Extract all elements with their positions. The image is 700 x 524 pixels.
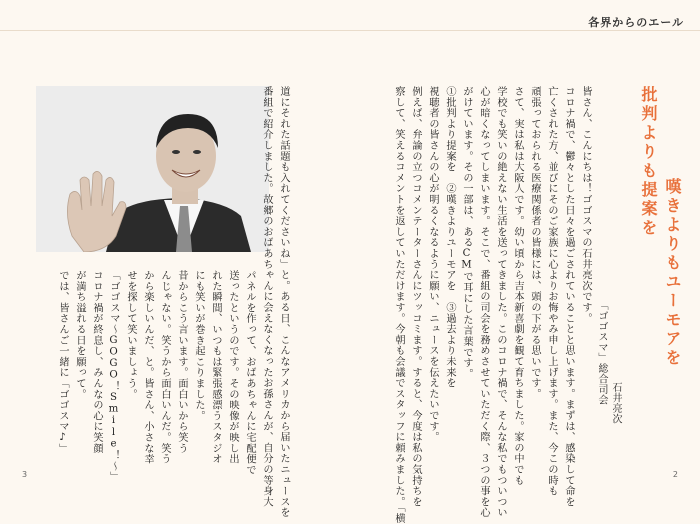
body-right-column: ①批判より提案を ②嘆きよりユーモアを ③過去より未来を (444, 86, 455, 389)
body-right-column: さて、実は私は大阪人です。幼い頃から吉本新喜劇を観て育ちました。家の中でも (512, 86, 523, 486)
body-right-column: 例えば、弁論の立つコメンテーターさんにツッコミます。すると、今度は私の気持ちを (410, 86, 421, 508)
page-number-right: 2 (672, 470, 678, 479)
byline-role: 「ゴゴスマ」総合司会 (596, 300, 607, 405)
body-left-column: 「ゴゴスマ～GOGO！Smile！～」 (108, 270, 119, 483)
portrait-illustration (36, 86, 269, 252)
article-title-line1: 批判よりも提案を (639, 86, 658, 238)
body-left-column: れた瞬間、いつもは緊張感漂うスタジオ (210, 270, 221, 465)
body-right-column: 皆さん、こんにちは！ゴゴスマの石井亮次です。 (580, 86, 591, 324)
body-left-column: パネルを作って、おばあちゃんに宅配便で (244, 270, 255, 476)
body-right-column: 視聴者の皆さんの心が明るくなるように願い、ニュースを伝えたいです。 (427, 86, 438, 443)
body-left-column: 道にそれた話題も入れてくださいね」と。ある日、こんなアメリカから届いたニュースを (278, 86, 289, 518)
body-right-column: がけています。その一部は、あるCMで耳にした言葉です。 (461, 86, 472, 380)
body-left-column: が満ち溢れる日を願って。 (74, 270, 85, 400)
body-left-column: 送ったというのです。その映像が映し出 (227, 270, 238, 465)
portrait-photo (36, 86, 269, 252)
body-left-column: コロナ禍が終息し、みんなの心に笑顔 (91, 270, 102, 454)
section-header: 各界からのエール (588, 16, 684, 29)
body-right-column: 頑張っておられる医療関係者の皆様には、頭の下がる思いです。 (529, 86, 540, 400)
body-left-column: 昔からこう言います。面白いから笑う (176, 270, 187, 454)
body-left-column: では、皆さんご一緒に「ゴゴスマ♪」 (57, 270, 68, 455)
body-left-column: 番組で紹介しました。故郷のおばあちゃんに会えなくなったお孫さんが、自分の等身大 (261, 86, 272, 508)
body-right-column: 察して、笑えるコメントを返していただけます。今朝も会議でスタッフに頼みました。「横 (393, 86, 404, 524)
page-number-left: 3 (22, 470, 28, 479)
body-right-column: 亡くされた方、並びにそのご家族に心よりお悔やみ申し上げます。また、今この時も (546, 86, 557, 497)
body-right-column: 学校でも笑いの絶えない生活を送ってきました。このコロナ禍で、そんな私でもついつい (495, 86, 506, 518)
body-left-column: んじゃない。笑うから面白いんだ。笑う (159, 270, 170, 465)
body-left-column: にも笑いが巻き起こりました。 (193, 270, 204, 422)
body-left-column: から楽しいんだ、と。皆さん、小さな幸 (142, 270, 153, 465)
body-left-column: せを探して笑いましょう。 (125, 270, 136, 400)
body-right-column: 心が暗くなってしまいます。そこで、番組の司会を務めさせていただく際、３つの事を心 (478, 86, 489, 518)
body-right-column: コロナ禍で、鬱々とした日々を過ごされていることと思います。まずは、感染して命を (563, 86, 574, 508)
byline-name: 石井亮次 (610, 382, 621, 424)
article-title-line2: 嘆きよりもユーモアを (663, 178, 682, 368)
header-divider (0, 30, 700, 31)
